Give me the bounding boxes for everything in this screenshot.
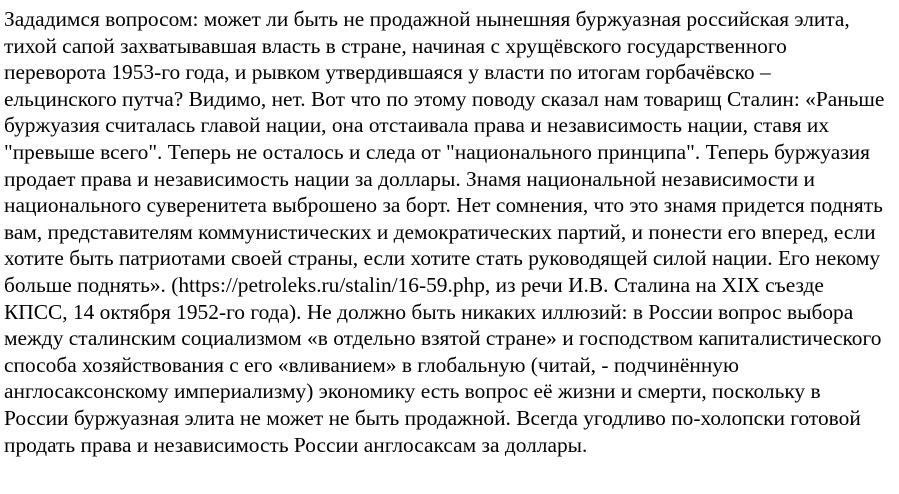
text-line: вам, представителям коммунистических и демократических партий, и понести его вперед, если bbox=[4, 219, 876, 244]
text-line: больше поднять». (https://petroleks.ru/stalin/16-59.php, из речи И.В. Сталина на XIX съезде bbox=[4, 272, 824, 297]
text-line: переворота 1953-го года, и рывком утвердившаяся у власти по итогам горбачёвско – bbox=[4, 60, 771, 85]
text-line: англосаксонскому империализму) экономику есть вопрос её жизни и смерти, поскольку в bbox=[4, 379, 821, 404]
text-line: "превыше всего". Теперь не осталось и следа от "национального принципа". Теперь буржуазия bbox=[4, 139, 870, 164]
text-line: тихой сапой захватывавшая власть в стране, начиная с хрущёвского государственного bbox=[4, 33, 787, 58]
text-line: России буржуазная элита не может не быть продажной. Всегда угодливо по-холопски готовой bbox=[4, 405, 861, 430]
text-line: КПСС, 14 октября 1952-го года). Не должно быть никаких иллюзий: в России вопрос выбора bbox=[4, 299, 854, 324]
text-line: ельцинского путча? Видимо, нет. Вот что по этому поводу сказал нам товарищ Сталин: «Раньше bbox=[4, 86, 885, 111]
document-paragraph bbox=[4, 6, 897, 458]
text-line: Зададимся вопросом: может ли быть не продажной нынешняя буржуазная российская элита, bbox=[4, 7, 850, 31]
text-line: буржуазия считалась главой нации, она отстаивала права и независимость нации, ставя их bbox=[4, 113, 830, 138]
text-line: хотите быть патриотами своей страны, если хотите стать руководящей силой нации. Его некому bbox=[4, 246, 881, 271]
text-line: между сталинским социализмом «в отдельно взятой стране» и господством капиталистического bbox=[4, 326, 882, 351]
text-line: национального суверенитета выброшено за борт. Нет сомнения, что это знамя придется поднять bbox=[4, 193, 883, 218]
text-line: способа хозяйствования с его «вливанием» в глобальную (читай, - подчинённую bbox=[4, 352, 739, 377]
text-line: продать права и независимость России англосаксам за доллары. bbox=[4, 432, 588, 457]
text-line: продает права и независимость нации за доллары. Знамя национальной независимости и bbox=[4, 166, 815, 191]
